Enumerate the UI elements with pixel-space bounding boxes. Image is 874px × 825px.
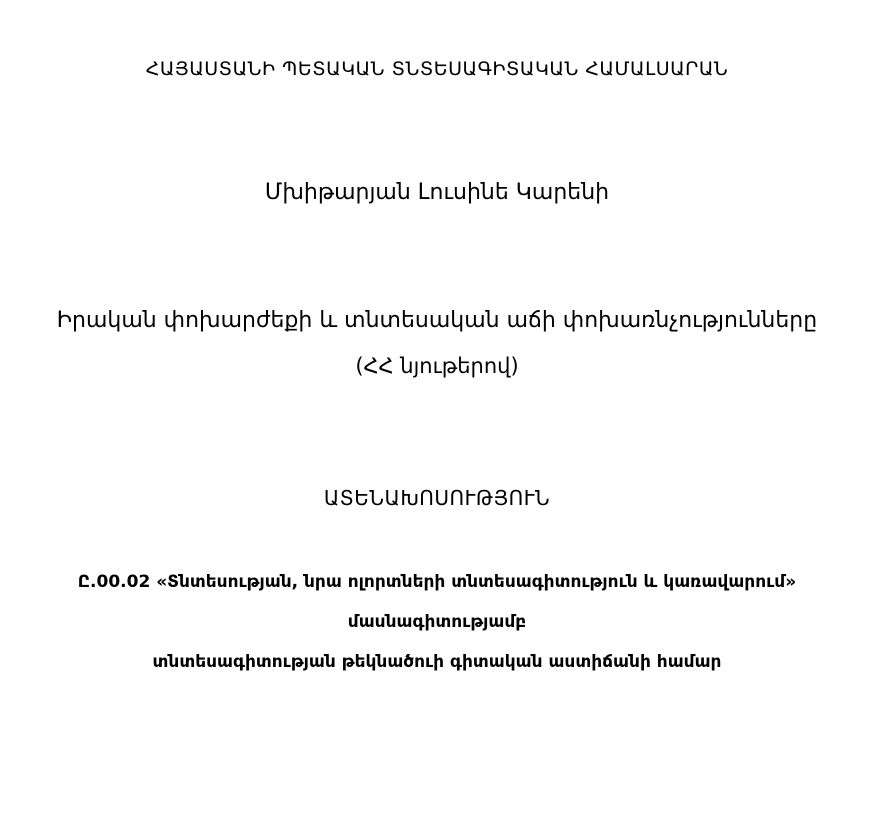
dissertation-subtitle: (ՀՀ նյութերով)	[355, 354, 519, 378]
degree-line: տնտեսագիտության թեկնածուի գիտական աստիճանի համար	[152, 652, 722, 672]
specialty-line: մասնագիտությամբ	[347, 612, 527, 632]
specialty-code-line: Ը.00.02 «Տնտեսության, նրա ոլորտների տնտեսագիտություն և կառավարում»	[77, 572, 797, 592]
document-type-heading: ԱՏԵՆԱԽՈՍՈՒԹՅՈՒՆ	[323, 486, 551, 510]
dissertation-title: Իրական փոխարժեքի և տնտեսական աճի փոխառնչությունները	[56, 308, 818, 333]
university-name: ՀԱՅԱՍՏԱՆԻ ՊԵՏԱԿԱՆ ՏՆՏԵՍԱԳԻՏԱԿԱՆ ՀԱՄԱԼՍԱՐԱՆ	[145, 58, 729, 80]
author-name: Մխիթարյան Լուսինե Կարենի	[264, 180, 610, 205]
